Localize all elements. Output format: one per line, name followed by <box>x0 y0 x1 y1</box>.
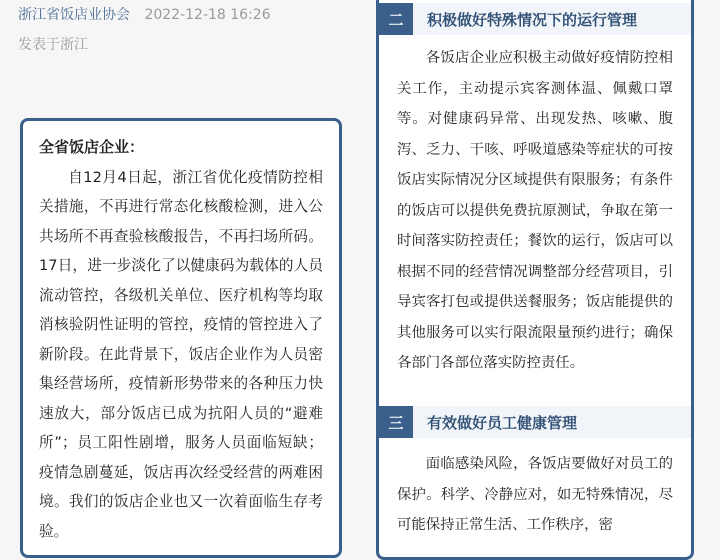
section-2-body <box>397 43 673 379</box>
intro-paragraph: 自12月4日起，浙江省优化疫情防控相关措施，不再进行常态化核酸检测，进入公共场所不再查验核酸报告，不再扫场所码。17日，进一步淡化了以健康码为载体的人员流动管控，各级机关单位、医疗机构等均取消核验阴性证明的管控，疫情的管控进入了新阶段。在此背景下，饭店企业作为人员密集经营场所，疫情新形势带来的各种压力快速放大，部分饭店已成为抗阳人员的“避难所”；员工阳性剧增，服务人员面临短缺；疫情急剧蔓延，饭店再次经受经营的两难困境。我们的饭店企业也又一次着面临生存考验。 <box>39 168 323 540</box>
publish-location: 发表于浙江 <box>18 37 88 53</box>
author-link[interactable]: 浙江省饭店业协会 <box>18 7 130 23</box>
section-3-title: 有效做好员工健康管理 <box>427 413 578 432</box>
section-2-title: 积极做好特殊情况下的运行管理 <box>427 10 638 29</box>
measures-card <box>376 0 694 560</box>
salutation: 全省饭店企业： <box>39 138 145 156</box>
article-meta <box>18 4 271 56</box>
publish-time: 2022-12-18 16:26 <box>144 7 271 23</box>
section-2-header <box>379 3 691 35</box>
section-3-header <box>379 406 691 438</box>
notice-card <box>20 118 342 558</box>
section-3-body <box>397 449 673 541</box>
section-3-number: 三 <box>379 406 413 438</box>
section-2-paragraph: 各饭店企业应积极主动做好疫情防控相关工作，主动提示宾客测体温、佩戴口罩等。对健康码异常、出现发热、咳嗽、腹泻、乏力、干咳、呼吸道感染等症状的可按饭店实际情况分区域提供有限服务；有条件的饭店可以提供免费抗原测试，争取在第一时间落实防控责任；餐饮的运行，饭店可以根据不同的经营情况调整部分经营项目，引导宾客打包或提供送餐服务；饭店能提供的其他服务可以实行限流限量预约进行；确保各部门各部位落实防控责任。 <box>397 50 673 371</box>
section-3-paragraph: 面临感染风险，各饭店要做好对员工的保护。科学、冷静应对，如无特殊情况，尽可能保持正常生活、工作秩序，密 <box>397 456 673 533</box>
section-2-number: 二 <box>379 3 413 35</box>
